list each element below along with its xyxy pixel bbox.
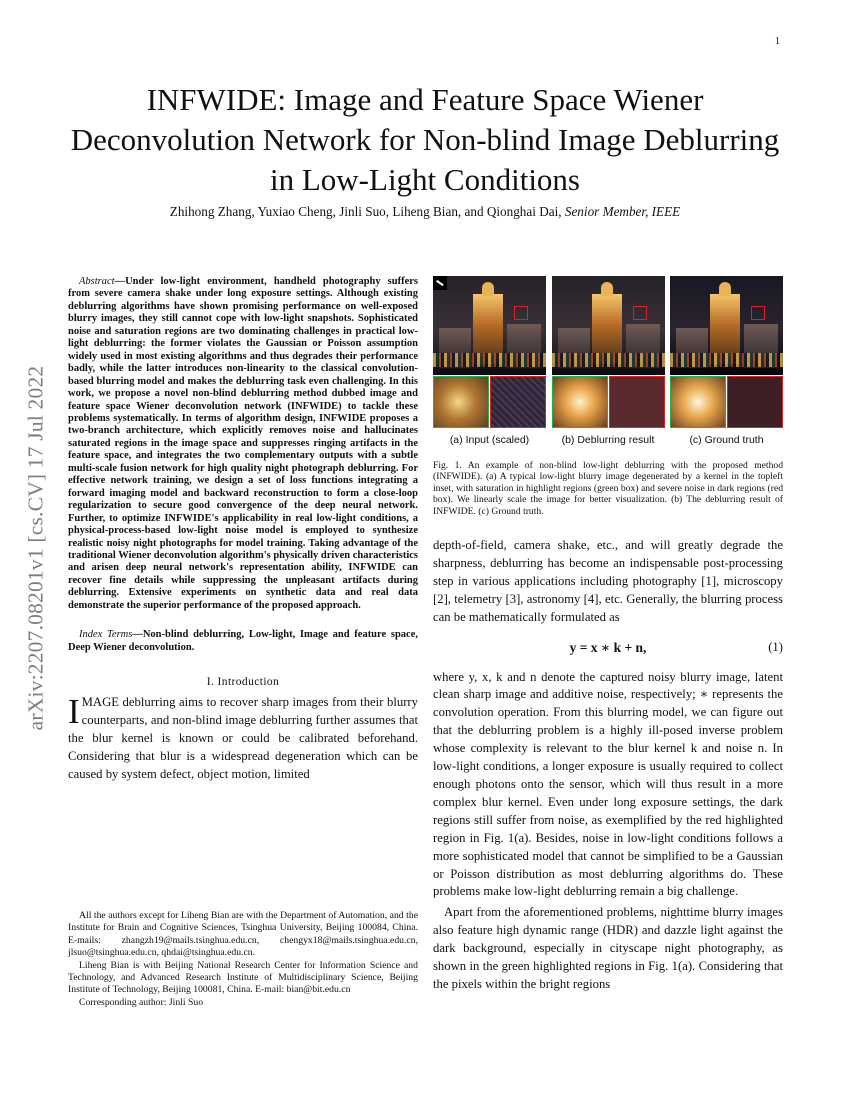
body-paragraph-1: depth-of-field, camera shake, etc., and will greatly degrade the sharpness, deblurring has become an indispensable post-processing step in various applications including photography [1], microscopy [2], telemetry [3], astronomy [4], etc. Generally, the blurring process can be mathematically formulated as (433, 538, 783, 624)
footnote-affiliation-bian: Liheng Bian is with Beijing National Research Center for Information Science and Technology, and Advanced Research Institute of Multidisciplinary Science, Beijing Institute of Technology, Beijing 100081, China. E-mail: bian@bit.edu.cn (68, 959, 418, 996)
subcaption-deblurred: (b) Deblurring result (561, 434, 655, 446)
crop-noisy-deblurred (609, 376, 665, 428)
crop-saturated-input (433, 376, 489, 428)
crop-noisy-ground-truth (727, 376, 783, 428)
introduction-paragraph (68, 694, 418, 784)
footnote-corresponding-author: Corresponding author: Jinli Suo (79, 996, 204, 1008)
body-paragraph-3: Apart from the aforementioned problems, nighttime blurry images also feature high dynamic range (HDR) and dazzle light against the dark background, especially in cityscape night photography, as shown in the green highlighted regions in Fig. 1(a). Considering that the pixels within the bright regions (433, 905, 783, 991)
figure-subcaptions (433, 434, 783, 446)
abstract (68, 276, 418, 612)
blur-kernel-inset (433, 276, 447, 290)
crop-saturated-deblurred (552, 376, 608, 428)
equation-1 (433, 627, 783, 669)
right-column (433, 276, 783, 994)
equation-body: y = x ∗ k + n, (569, 639, 647, 655)
arxiv-identifier: arXiv:2207.08201v1 [cs.CV] 17 Jul 2022 (23, 365, 48, 731)
author-names: Zhihong Zhang, Yuxiao Cheng, Jinli Suo, Liheng Bian, and Qionghai Dai, (169, 204, 562, 219)
panel-deblurred (552, 276, 665, 430)
index-terms (68, 628, 418, 654)
page-number: 1 (775, 36, 780, 47)
footnote-affiliation: All the authors except for Liheng Bian are with the Department of Automation, and the Institute for Brain and Cognitive Sciences, Tsinghua University, Beijing 100084, China. E-mails: zhangzh19@mails.tsinghua.edu.cn, chengyx18@mails.tsinghua.edu.cn, jlsuo@tsinghua.edu.cn, qhdai@tsinghua.edu.cn. (68, 910, 418, 959)
right-column-body (433, 537, 783, 994)
deblurred-image (552, 276, 665, 375)
input-image (433, 276, 546, 375)
left-column (68, 276, 418, 784)
section-heading-introduction: I. Introduction (206, 676, 280, 689)
subcaption-input: (a) Input (scaled) (449, 434, 530, 446)
figure-caption: Fig. 1. An example of non-blind low-light deblurring with the proposed method (INFWIDE). (a) A typical low-light blurry image degenerated by a kernel in the topleft inset, with saturation in highlight regions (green box) and severe noise in dark regions (red box). We linearly scale the image for better visualization. (b) The deblurring result of INFWIDE. (c) Ground truth. (433, 460, 783, 517)
index-terms-text: —Non-blind deblurring, Low-light, Image and feature space, Deep Wiener deconvolution. (68, 629, 418, 654)
body-paragraph-2: where y, x, k and n denote the captured noisy blurry image, latent clean sharp image and additive noise, respectively; ∗ represents the convolution operation. From this blurring model, we can figure out that the deblurring problem is a highly ill-posed inverse problem whose complexity is relevant to the blur kernel k and noise n. In low-light conditions, a longer exposure is usually required to collect enough photons onto the sensor, which will thus result in a more complex blur kernel. Even under long exposure settings, the dark regions still suffer from noise, as exemplified by the red highlighted region in Fig. 1(a). Besides, noise in low-light conditions follows a more sophisticated model that cannot be simplified to be a Gaussian or Poisson distribution as most deblurring algorithms do. These problems make low-light deblurring remain a big challenge. (433, 669, 783, 899)
figure-images (433, 276, 783, 430)
introduction-text: MAGE deblurring aims to recover sharp images from their blurry counterparts, and non-blind image deblurring further assumes that the blur kernel is known or could be calibrated beforehand. Considering that blur is a widespread degeneration which can be caused by system defect, object motion, limited (68, 695, 418, 781)
crop-noisy-input (490, 376, 546, 428)
dropcap: I (68, 692, 80, 732)
abstract-text: —Under low-light environment, handheld photography suffers from severe camera shake under long exposure settings. Although existing deblurring algorithms have shown promising performance on well-exposed blurry images, they still cannot cope with low-light snapshots. Sophisticated noise and saturation regions are two dominating challenges in practical low-light deblurring: the former violates the Gaussian or Poisson assumption widely used in most existing algorithms and thus degrades their performance badly, while the latter introduces non-linearity to the classical convolution-based blurring model and makes the deblurring task even challenging. In this work, we propose a novel non-blind deblurring method dubbed image and feature space Wiener deconvolution network (INFWIDE) to tackle these problems systematically. In terms of algorithm design, INFWIDE proposes a two-branch architecture, which explicitly removes noise and hallucinates saturated regions in the image space and suppresses ringing artifacts in the feature space, and integrates the two complementary outputs with a subtle multi-scale fusion network for high quality night photograph deblurring. For effective network training, we design a set of loss functions integrating a forward imaging model and backward reconstruction to form a close-loop regularization to secure good convergence of the deep neural network. Further, to optimize INFWIDE's applicability in real low-light conditions, a physical-process-based low-light noise model is employed to synthesize realistic noisy night photographs for model training. Taking advantage of the traditional Wiener deconvolution algorithm's physically driven characteristics and arisen deep neural network's representation ability, INFWIDE can recover fine details while suppressing the unpleasant artifacts during deblurring. Extensive experiments on synthetic data and real data demonstrate the superior performance of the proposed approach. (68, 276, 418, 611)
index-terms-label: Index Terms (79, 629, 133, 641)
figure-1 (433, 276, 783, 517)
author-membership: Senior Member, IEEE (564, 204, 681, 219)
paper-title: INFWIDE: Image and Feature Space Wiener Deconvolution Network for Non-blind Image Deblurring in Low-Light Conditions (70, 82, 780, 197)
abstract-label: Abstract (79, 276, 115, 287)
panel-ground-truth (670, 276, 783, 430)
subcaption-ground-truth: (c) Ground truth (689, 434, 764, 446)
footnotes (68, 910, 418, 1009)
author-list (60, 204, 790, 220)
highlight-box-red (633, 306, 647, 320)
highlight-box-red (751, 306, 765, 320)
highlight-box-red (514, 306, 528, 320)
crop-saturated-ground-truth (670, 376, 726, 428)
ground-truth-image (670, 276, 783, 375)
panel-input (433, 276, 546, 430)
equation-number: (1) (768, 639, 783, 654)
